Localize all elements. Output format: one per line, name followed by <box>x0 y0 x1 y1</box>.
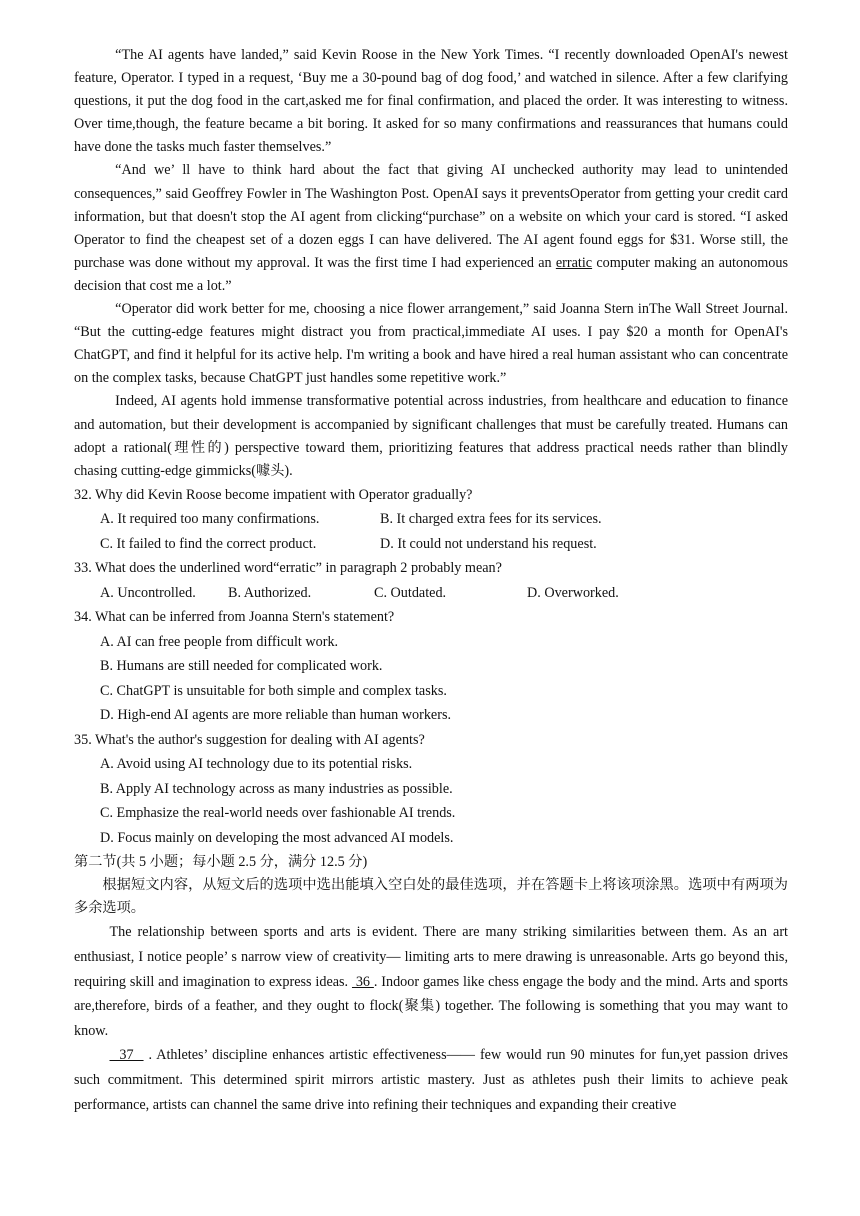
question-34-option-c: C. ChatGPT is unsuitable for both simple and complex tasks. <box>100 682 447 699</box>
question-34-option-b: B. Humans are still needed for complicated work. <box>100 658 383 675</box>
passage-paragraph-4: Indeed, AI agents hold immense transformative potential across industries, from healthcare and education to finance and automation, but their development is accompanied by significant challenges that must be carefully treated. Humans can adopt a rational(理性的) perspective toward them, prioritizing features that address practical needs rather than blindly chasing cutting-edge gimmicks(噱头). <box>74 393 788 479</box>
blank-36: 36 <box>351 973 374 990</box>
section-2-paragraph-2-text: . Athletes’ discipline enhances artistic effectiveness—— few would run 90 minutes for fun,yet passion drives such commitment. This determined spirit mirrors artistic mastery. Just as athletes push their limits to achieve peak performance, artists can channel the same drive into refining their techniques and expanding their creative <box>74 1047 788 1113</box>
question-32-option-b: B. It charged extra fees for its services. <box>380 511 602 528</box>
section-2-paragraph-1-before: The relationship between sports and arts is evident. There are many striking similarities between them. As an art enthusiast, I notice people’ s narrow view of creativity— limiting arts to mere drawing is unreasonable. Arts go beyond this, requiring skill and imagination to express ideas. <box>74 924 788 990</box>
question-33-option-c: C. Outdated. <box>374 584 447 601</box>
question-34-option-a: A. AI can free people from difficult work. <box>100 633 339 650</box>
passage-paragraph-2 <box>74 159 788 298</box>
question-32-stem: 32. Why did Kevin Roose become impatient with Operator gradually? <box>74 486 473 503</box>
question-35-option-d: D. Focus mainly on developing the most advanced AI models. <box>100 829 454 846</box>
section-2-paragraph-1 <box>74 920 788 1043</box>
section-2-title: 第二节(共 5 小题；每小题 2.5 分，满分 12.5 分) <box>74 854 368 871</box>
question-32-option-d: D. It could not understand his request. <box>380 535 597 552</box>
question-35-option-b: B. Apply AI technology across as many industries as possible. <box>100 780 453 797</box>
question-32-option-a: A. It required too many confirmations. <box>100 511 320 528</box>
paragraph-2-text-after: computer making an autonomous decision that cost me a lot.” <box>74 254 789 294</box>
question-33-option-a: A. Uncontrolled. <box>100 584 196 601</box>
question-35-option-a: A. Avoid using AI technology due to its potential risks. <box>100 756 413 773</box>
question-35-stem: 35. What's the author's suggestion for dealing with AI agents? <box>74 731 425 748</box>
section-2-instruction: 根据短文内容，从短文后的选项中选出能填入空白处的最佳选项，并在答题卡上将该项涂黑。选项中有两项为多余选项。 <box>74 877 788 917</box>
passage-paragraph-1: “The AI agents have landed,” said Kevin Roose in the New York Times. “I recently downloaded OpenAI's newest feature, Operator. I typed in a request, ‘Buy me a 30-pound bag of dog food,’ and watched in silence. After a few clarifying questions, it put the dog food in the cart,asked me for final confirmation, and placed the order. It was interesting to witness. Over time,though, the feature became a bit boring. It asked for so many confirmations and reassurances that humans could have done the tasks much faster themselves.” <box>74 47 788 156</box>
question-34-stem: 34. What can be inferred from Joanna Stern's statement? <box>74 609 395 626</box>
underlined-word-erratic: erratic <box>555 254 593 271</box>
question-32-option-c: C. It failed to find the correct product. <box>100 535 317 552</box>
question-35-option-c: C. Emphasize the real-world needs over fashionable AI trends. <box>100 805 456 822</box>
question-33-options-row <box>74 581 788 606</box>
blank-37: 37 <box>109 1047 144 1064</box>
question-32-options-row-1 <box>74 507 788 532</box>
question-33-option-b: B. Authorized. <box>228 584 312 601</box>
question-32-options-row-2 <box>74 532 788 557</box>
question-33-option-d: D. Overworked. <box>527 584 619 601</box>
question-33-stem: 33. What does the underlined word“erratic” in paragraph 2 probably mean? <box>74 560 502 577</box>
section-2-paragraph-2 <box>74 1043 788 1117</box>
section-2-paragraph-1-after: . Indoor games like chess engage the body and the mind. Arts and sports are,therefore, birds of a feather, and they ought to flock(聚集) together. The following is something that you may want to know. <box>74 973 789 1039</box>
passage-paragraph-3: “Operator did work better for me, choosing a nice flower arrangement,” said Joanna Stern inThe Wall Street Journal. “But the cutting-edge features might distract you from practical,immediate AI uses. I pay $20 a month for OpenAI's ChatGPT, and find it helpful for its active help. I'm writing a book and have hired a real human assistant who can concentrate on the complex tasks, because ChatGPT just handles some repetitive work.” <box>74 301 788 387</box>
question-34-option-d: D. High-end AI agents are more reliable than human workers. <box>100 707 452 724</box>
paragraph-2-text-before: “And we’ ll have to think hard about the fact that giving AI unchecked authority may lead to unintended consequences,” said Geoffrey Fowler in The Washington Post. OpenAI says it preventsOperator from getting your credit card information, but that doesn't stop the AI agent from clicking“purchase” on a website on which your card is stored. “I asked Operator to find the cheapest set of a dozen eggs I can have delivered. The AI agent found eggs for $31. Worse still, the purchase was done without my approval. It was the first time I had experienced an <box>74 162 788 271</box>
